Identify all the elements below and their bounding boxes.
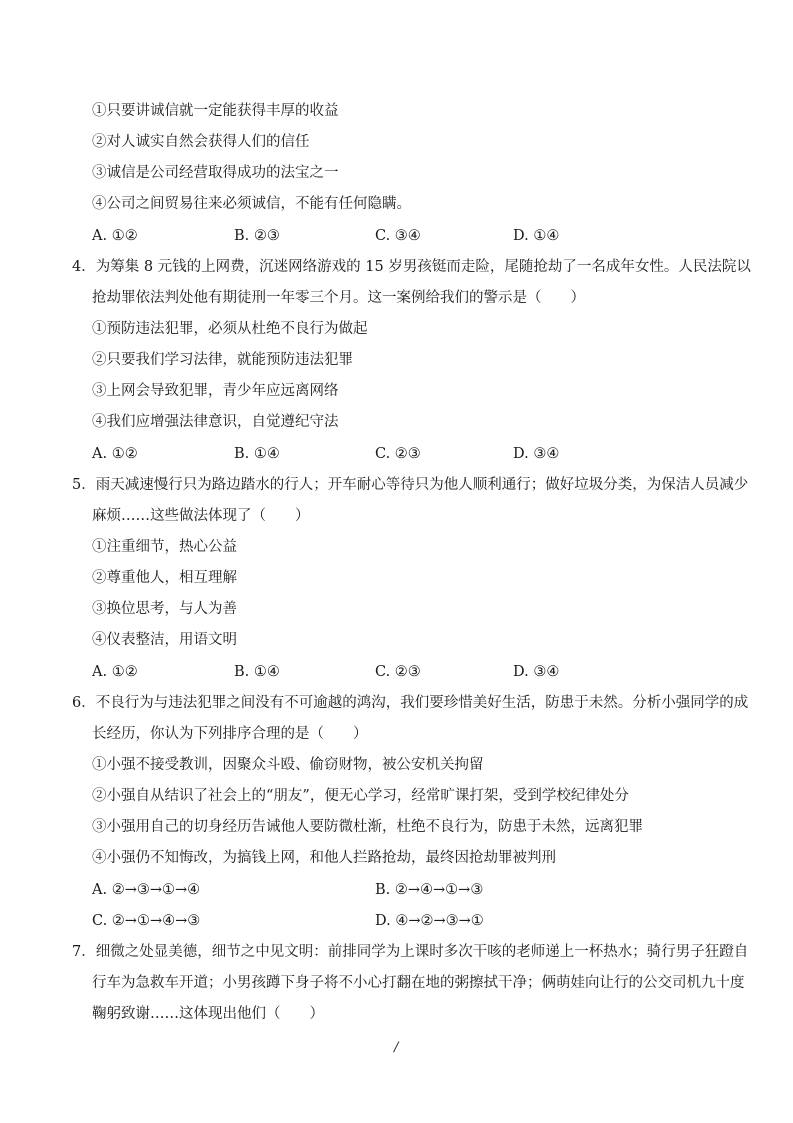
q5-option-d[interactable]: D. ③④: [513, 664, 560, 680]
q5-item-2: ②尊重他人，相互理解: [92, 570, 237, 586]
q3-option-a[interactable]: A. ①②: [92, 228, 138, 244]
q6-stem-line2: 长经历，你认为下列排序合理的是（ ）: [92, 726, 368, 742]
q3-item-4: ④公司之间贸易往来必须诚信，不能有任何隐瞒。: [92, 196, 411, 212]
q4-stem-line2: 抢劫罪依法判处他有期徒刑一年零三个月。这一案例给我们的警示是（ ）: [92, 290, 585, 306]
q5-item-4: ④仪表整洁，用语文明: [92, 632, 237, 648]
q5-item-1: ①注重细节，热心公益: [92, 539, 237, 555]
q6-stem-line1: 6．不良行为与违法犯罪之间没有不可逾越的鸿沟，我们要珍惜美好生活，防患于未然。分析小强同学的成: [72, 695, 749, 711]
q6-item-1: ①小强不接受教训，因聚众斗殴、偷窃财物，被公安机关拘留: [92, 757, 484, 773]
q5-option-a[interactable]: A. ①②: [92, 664, 138, 680]
q5-stem-line1: 5．雨天减速慢行只为路边踏水的行人；开车耐心等待只为他人顺利通行；做好垃圾分类，为保洁人员减少: [72, 477, 749, 493]
q4-option-c[interactable]: C. ②③: [375, 446, 421, 462]
q5-option-c[interactable]: C. ②③: [375, 664, 421, 680]
q3-option-c[interactable]: C. ③④: [375, 228, 421, 244]
q5-option-b[interactable]: B. ①④: [234, 664, 280, 680]
q3-item-1: ①只要讲诚信就一定能获得丰厚的收益: [92, 103, 339, 119]
q7-stem-line2: 行车为急救车开道；小男孩蹲下身子将不小心打翻在地的粥擦拭干净；俩萌娃向让行的公交司机九十度: [92, 975, 745, 991]
q4-option-b[interactable]: B. ①④: [234, 446, 280, 462]
q6-item-4: ④小强仍不知悔改，为搞钱上网，和他人拦路抢劫，最终因抢劫罪被判刑: [92, 850, 556, 866]
q4-item-2: ②只要我们学习法律，就能预防违法犯罪: [92, 352, 353, 368]
q4-item-4: ④我们应增强法律意识，自觉遵纪守法: [92, 414, 339, 430]
q4-option-d[interactable]: D. ③④: [513, 446, 560, 462]
q5-item-3: ③换位思考，与人为善: [92, 601, 237, 617]
q6-item-2: ②小强自从结识了社会上的“朋友”，便无心学习，经常旷课打架，受到学校纪律处分: [92, 788, 629, 804]
q3-option-d[interactable]: D. ①④: [513, 228, 560, 244]
q7-stem-line3: 鞠躬致谢……这体现出他们（ ）: [92, 1006, 324, 1022]
q6-option-b[interactable]: B. ②→④→①→③: [375, 882, 484, 898]
q4-stem-line1: 4．为筹集 8 元钱的上网费，沉迷网络游戏的 15 岁男孩铤而走险，尾随抢劫了一名成年女性。人民法院以: [72, 259, 751, 275]
q4-item-1: ①预防违法犯罪，必须从杜绝不良行为做起: [92, 321, 368, 337]
q7-stem-line1: 7．细微之处显美德，细节之中见文明：前排同学为上课时多次干咳的老师递上一杯热水；骑行男子狂蹬自: [72, 944, 749, 960]
q4-item-3: ③上网会导致犯罪，青少年应远离网络: [92, 383, 339, 399]
q3-option-b[interactable]: B. ②③: [234, 228, 280, 244]
page-number: /: [394, 1040, 399, 1055]
q5-stem-line2: 麻烦……这些做法体现了（ ）: [92, 508, 310, 524]
q6-option-d[interactable]: D. ④→②→③→①: [375, 913, 484, 929]
q4-option-a[interactable]: A. ①②: [92, 446, 138, 462]
q6-item-3: ③小强用自己的切身经历告诫他人要防微杜渐，杜绝不良行为，防患于未然，远离犯罪: [92, 819, 643, 835]
q3-item-2: ②对人诚实自然会获得人们的信任: [92, 134, 310, 150]
q6-option-a[interactable]: A. ②→③→①→④: [92, 882, 201, 898]
q6-option-c[interactable]: C. ②→①→④→③: [92, 913, 201, 929]
q3-item-3: ③诚信是公司经营取得成功的法宝之一: [92, 165, 339, 181]
